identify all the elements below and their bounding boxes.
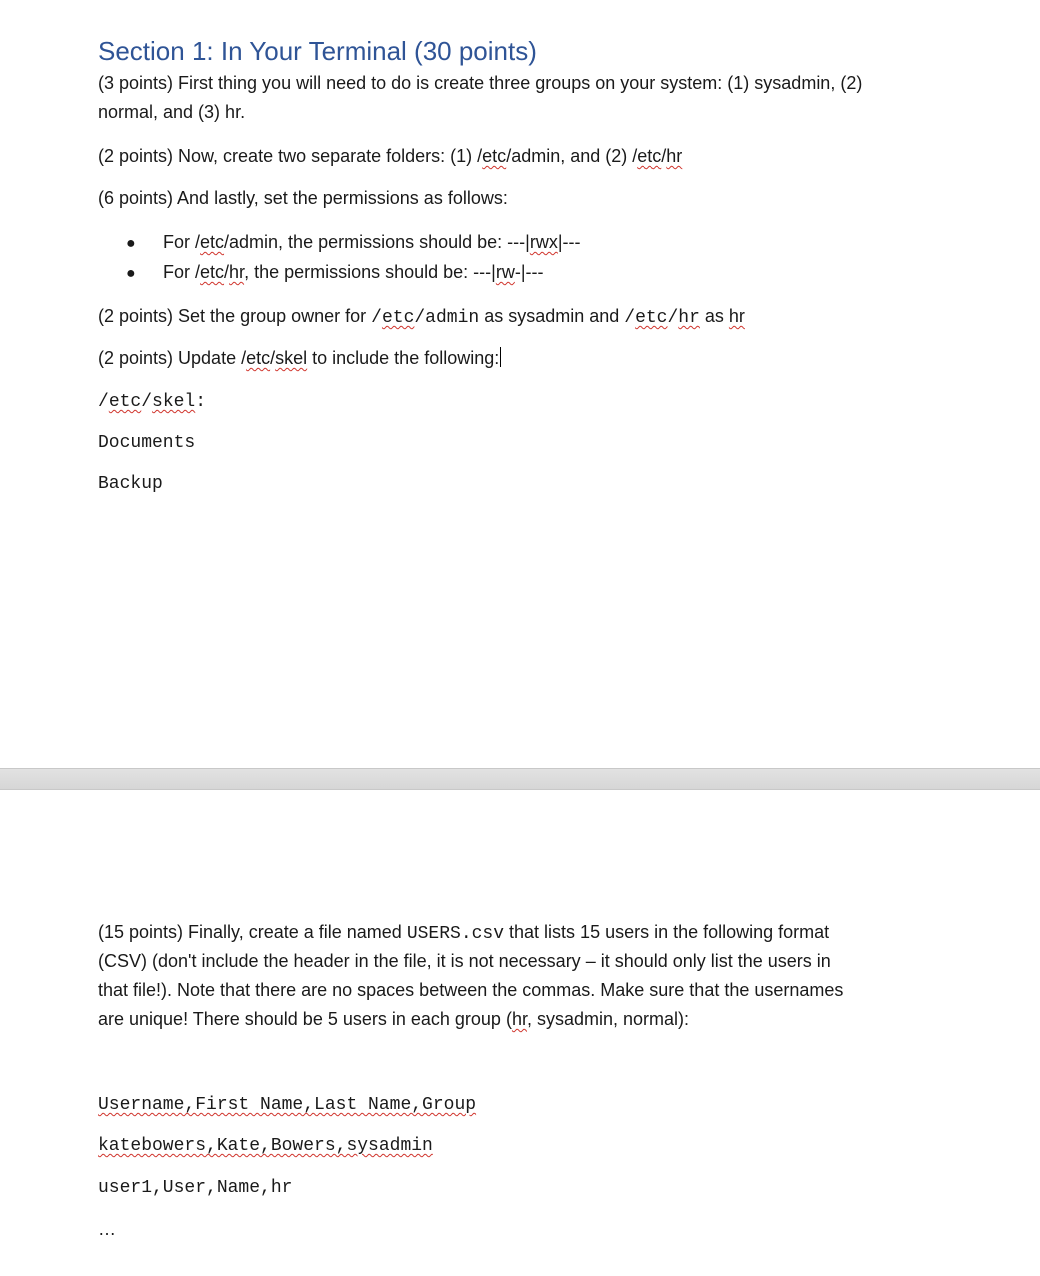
text-cursor — [500, 347, 501, 367]
code-skel-path: /etc/skel: — [98, 392, 207, 412]
paragraph-groups-line2: normal, and (3) hr. — [98, 102, 246, 122]
code-backup: Backup — [98, 474, 163, 494]
paragraph-group-owner: (2 points) Set the group owner for /etc/admin as sysadmin and /etc/hr as hr — [98, 306, 745, 328]
bullet-dot-1: ● — [126, 235, 136, 252]
paragraph-folders: (2 points) Now, create two separate folders: (1) /etc/admin, and (2) /etc/hr — [98, 146, 683, 166]
page-separator — [0, 768, 1040, 790]
paragraph-groups-line1: (3 points) First thing you will need to do is create three groups on your system: (1) sysadmin, (2) — [98, 73, 863, 93]
csv-header: Username,First Name,Last Name,Group — [98, 1095, 477, 1115]
csv-example-row-2: user1,User,Name,hr — [98, 1178, 293, 1198]
paragraph-update-skel: (2 points) Update /etc/skel to include the following: — [98, 348, 500, 368]
bullet-dot-2: ● — [126, 265, 136, 282]
paragraph-users-line1: (15 points) Finally, create a file named USERS.csv that lists 15 users in the following format — [98, 922, 830, 944]
code-documents: Documents — [98, 433, 196, 453]
document-page-2 — [0, 790, 1040, 1276]
paragraph-users-line4: are unique! There should be 5 users in each group (hr, sysadmin, normal): — [98, 1009, 690, 1029]
ellipsis: … — [98, 1219, 116, 1239]
paragraph-users-line3: that file!). Note that there are no spaces between the commas. Make sure that the usernames — [98, 980, 844, 1000]
paragraph-users-line2: (CSV) (don't include the header in the file, it is not necessary – it should only list the users in — [98, 951, 831, 971]
section-heading: Section 1: In Your Terminal (30 points) — [98, 36, 537, 66]
csv-example-row-1: katebowers,Kate,Bowers,sysadmin — [98, 1136, 433, 1156]
paragraph-permissions-intro: (6 points) And lastly, set the permissions as follows: — [98, 188, 508, 208]
bullet-admin-permissions: For /etc/admin, the permissions should be: ---|rwx|--- — [163, 232, 581, 252]
bullet-hr-permissions: For /etc/hr, the permissions should be: ---|rw-|--- — [163, 262, 544, 282]
